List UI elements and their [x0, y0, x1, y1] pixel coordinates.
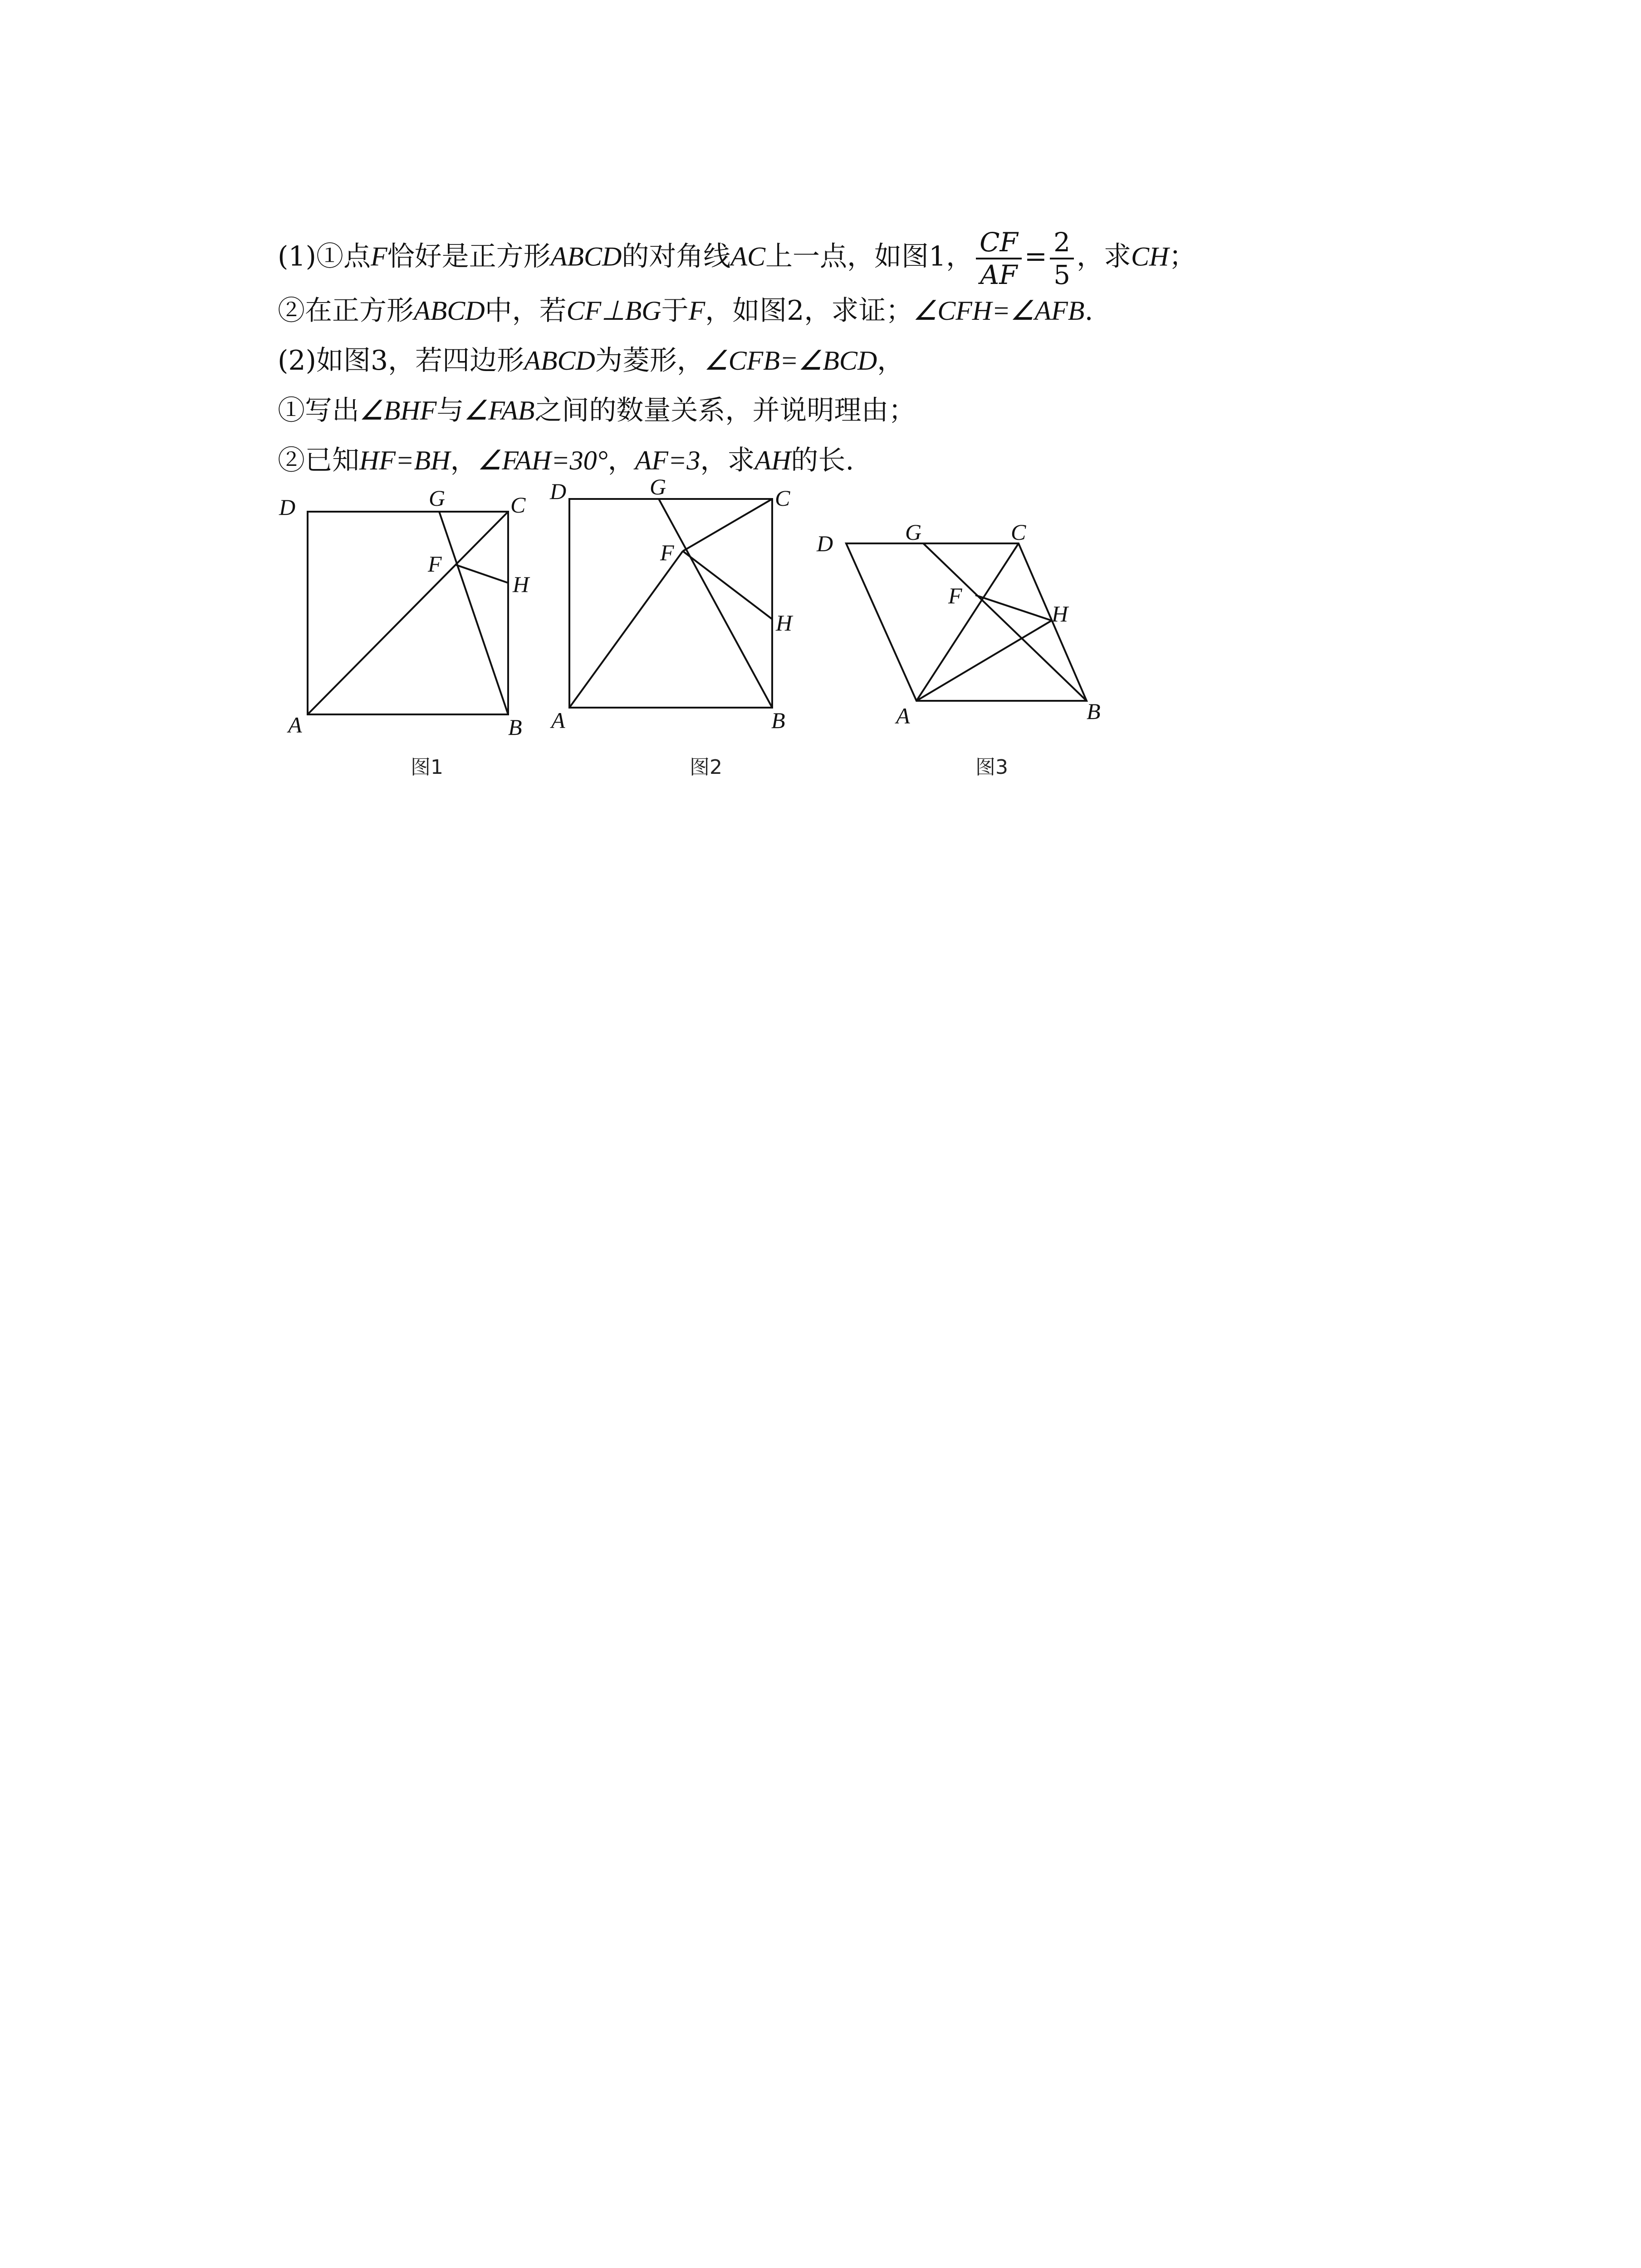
math-expression: HF=BH: [359, 445, 451, 475]
segment-bg: [659, 499, 772, 708]
label-d: D: [279, 494, 296, 520]
label-f: F: [660, 540, 674, 565]
question-line-2: [278, 293, 1093, 329]
label-h: H: [1052, 601, 1068, 626]
label-f: F: [428, 551, 442, 577]
label-g: G: [429, 485, 446, 511]
text: 为菱形，: [595, 345, 704, 376]
label-b: B: [771, 708, 785, 733]
label-c: C: [1011, 519, 1026, 545]
figure-2-square-diagram: [540, 472, 817, 744]
label-d: D: [817, 531, 833, 556]
segment-ah: [916, 621, 1052, 701]
math-var: AC: [730, 241, 765, 272]
text: ；: [1169, 240, 1196, 273]
math-var: CH: [1131, 241, 1169, 272]
label-a: A: [288, 712, 302, 738]
math-var: ABCD: [414, 296, 485, 326]
math-var: F: [371, 241, 387, 272]
text: ，: [607, 445, 635, 476]
segment-ac: [916, 543, 1019, 701]
text: 恰好是正方形: [387, 240, 551, 273]
fraction-denominator: 5: [1053, 259, 1070, 290]
text: ②在正方形: [278, 295, 414, 327]
label-a: A: [896, 703, 910, 728]
text: ，: [877, 345, 905, 376]
math-expression: CF⊥BG: [566, 296, 661, 326]
figure-1-caption: 图1: [411, 756, 443, 779]
label-h: H: [776, 610, 793, 635]
math-expression: ∠FAH=30°: [477, 445, 608, 475]
segment-af: [569, 551, 683, 708]
text: ①写出: [278, 395, 359, 426]
fraction-numerator: CF: [976, 227, 1022, 259]
question-line-1: [278, 227, 1196, 290]
figure-3-caption: 图3: [975, 756, 1008, 779]
text: 之间的数量关系，并说明理由；: [534, 395, 916, 426]
segment-cf: [683, 499, 772, 551]
fraction-denominator: AF: [980, 259, 1018, 290]
text: 的长.: [791, 445, 854, 476]
label-b: B: [508, 714, 522, 739]
label-h: H: [513, 572, 529, 597]
text: ，如图2，求证；: [705, 295, 913, 327]
text: 的对角线: [622, 240, 731, 273]
question-line-3: [278, 342, 904, 379]
question-line-4: [278, 392, 916, 429]
figure-1-square-diagram: [254, 476, 563, 739]
label-g: G: [650, 474, 666, 499]
label-b: B: [1087, 699, 1101, 724]
label-d: D: [550, 479, 567, 504]
figure-3-rhombus-diagram: [808, 517, 1116, 735]
math-expression: ∠FAB: [464, 396, 535, 425]
text: .: [1084, 295, 1093, 327]
math-expression: ∠BHF: [359, 396, 437, 425]
fraction-numerator: 2: [1050, 227, 1074, 259]
label-c: C: [775, 485, 790, 511]
math-expression: ∠CFH=∠AFB: [913, 296, 1085, 326]
segment-fh: [683, 551, 772, 619]
segment-fh: [975, 595, 1052, 621]
math-expression: AF=3: [635, 445, 700, 475]
math-expression: ∠CFB=∠BCD: [704, 346, 877, 376]
fraction-2-5: [1050, 227, 1074, 290]
text: 上一点，如图1，: [765, 240, 974, 273]
math-var: F: [688, 296, 705, 326]
text: 于: [661, 295, 689, 327]
text: ，: [450, 445, 478, 476]
figure-2-caption: 图2: [690, 756, 722, 779]
text: 中，若: [485, 295, 567, 327]
diagonal-ac: [308, 512, 508, 714]
text: ，求: [700, 445, 755, 476]
label-c: C: [510, 492, 526, 518]
label-f: F: [948, 583, 962, 608]
text: (2)如图3，若四边形: [278, 345, 524, 376]
math-var: AH: [754, 445, 791, 475]
text: 与: [436, 395, 464, 426]
text: ②已知: [278, 445, 359, 476]
equals-sign: =: [1024, 240, 1048, 273]
segment-bg: [439, 512, 508, 714]
text: (1)①点: [278, 240, 371, 273]
text: ，求: [1076, 240, 1131, 273]
label-a: A: [551, 708, 565, 733]
label-g: G: [905, 519, 922, 545]
square-abcd: [569, 499, 772, 708]
fraction-cf-af: [976, 227, 1022, 290]
math-var: ABCD: [524, 346, 595, 376]
math-var: ABCD: [550, 241, 622, 272]
